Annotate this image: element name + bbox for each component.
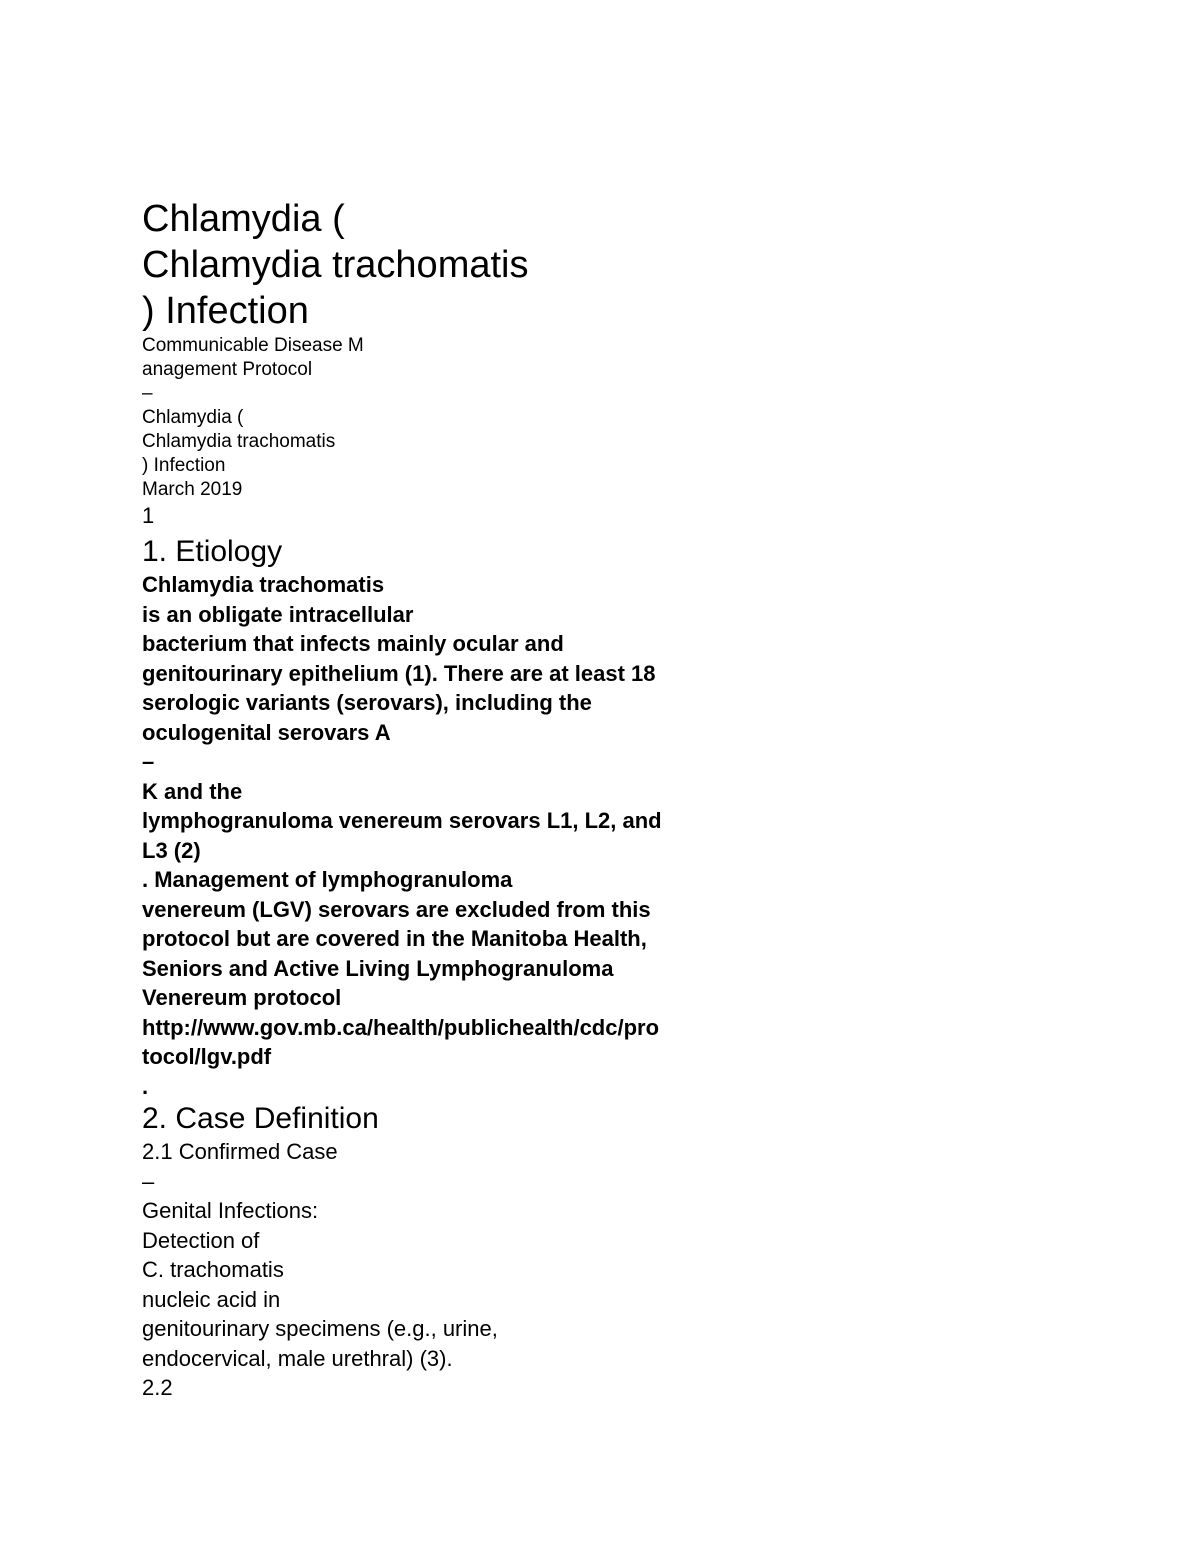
body-line: lymphogranuloma venereum serovars L1, L2, and — [142, 808, 662, 833]
body-line: Venereum protocol — [142, 985, 342, 1010]
title-line: ) Infection — [142, 290, 309, 332]
body-line: protocol but are covered in the Manitoba Health, — [142, 926, 647, 951]
header-line: Chlamydia trachomatis — [142, 431, 336, 452]
body-line: Detection of — [142, 1227, 260, 1253]
page-number: 1 — [142, 503, 155, 528]
body-line: . — [142, 1073, 149, 1099]
body-line: serologic variants (serovars), including the — [142, 690, 592, 715]
body-line: Seniors and Active Living Lymphogranuloma — [142, 955, 614, 981]
body-line: C. trachomatis — [142, 1257, 284, 1282]
document-header — [142, 334, 762, 502]
lgv-protocol-link-continued[interactable]: tocol/lgv.pdf — [142, 1044, 272, 1069]
document-page — [142, 196, 762, 1403]
subsection-heading-2-2: 2.2 — [142, 1375, 173, 1400]
body-line: genitourinary specimens (e.g., urine, — [142, 1316, 498, 1341]
body-line: bacterium that infects mainly ocular and — [142, 631, 564, 656]
subsection-heading-confirmed-case: 2.1 Confirmed Case — [142, 1139, 338, 1164]
body-line: – — [142, 749, 155, 774]
body-line: Chlamydia trachomatis — [142, 572, 385, 597]
body-line: nucleic acid in — [142, 1286, 281, 1312]
title-line: Chlamydia ( — [142, 198, 345, 240]
body-line: K and the — [142, 778, 243, 804]
header-line: ) Infection — [142, 455, 226, 476]
section-heading-etiology: 1. Etiology — [142, 535, 283, 568]
title-line: Chlamydia trachomatis — [142, 244, 529, 286]
body-line: Genital Infections: — [142, 1198, 319, 1223]
section-heading-case-definition: 2. Case Definition — [142, 1102, 379, 1135]
header-date: March 2019 — [142, 479, 243, 500]
header-line: Communicable Disease M — [142, 335, 364, 356]
etiology-body — [142, 570, 762, 1101]
body-line: genitourinary epithelium (1). There are at least 18 — [142, 660, 656, 686]
lgv-protocol-link[interactable]: http://www.gov.mb.ca/health/publichealth/cdc/pro — [142, 1014, 660, 1040]
body-line: L3 (2) — [142, 837, 201, 863]
body-line: venereum (LGV) serovars are excluded from this — [142, 896, 651, 922]
document-title — [142, 196, 762, 334]
body-line: endocervical, male urethral) (3). — [142, 1345, 453, 1371]
header-line: anagement Protocol — [142, 359, 313, 380]
case-definition-body — [142, 1137, 762, 1403]
header-line: – — [142, 383, 153, 404]
body-line: . Management of lymphogranuloma — [142, 867, 513, 892]
header-line: Chlamydia ( — [142, 407, 244, 428]
body-line: – — [142, 1168, 155, 1194]
body-line: oculogenital serovars A — [142, 719, 391, 745]
body-line: is an obligate intracellular — [142, 601, 414, 627]
